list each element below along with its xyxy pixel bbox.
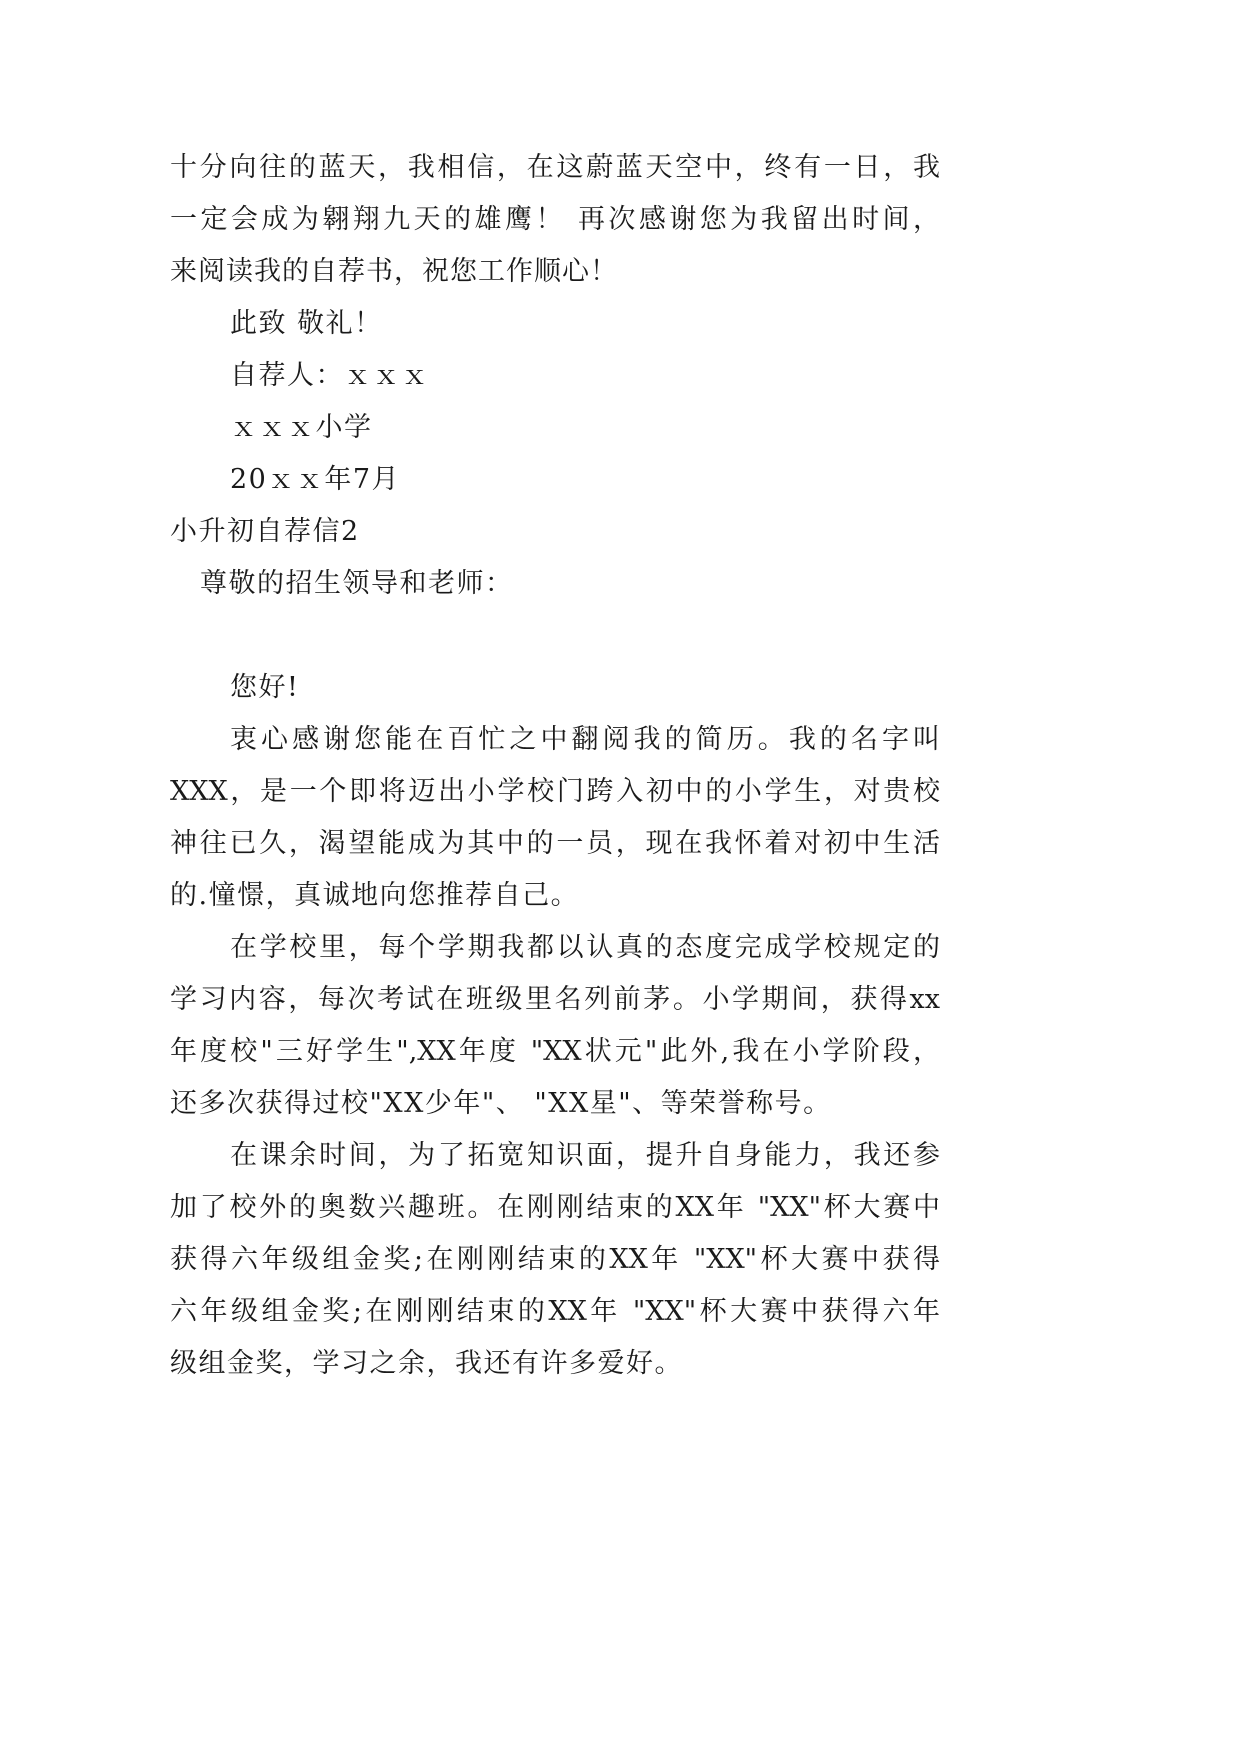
section-title: 小升初自荐信2	[170, 516, 360, 547]
paragraph-line: 在学校里，每个学期我都以认真的态度完成学校规定的	[230, 932, 940, 963]
paragraph-line: 神往已久，渴望能成为其中的一员，现在我怀着对初中生活	[170, 828, 940, 859]
paragraph-line: 一定会成为翱翔九天的雄鹰！ 再次感谢您为我留出时间，	[170, 204, 940, 235]
salutation: 尊敬的招生领导和老师：	[200, 568, 514, 599]
blank-line	[170, 610, 940, 662]
paragraph-line: 的.憧憬，真诚地向您推荐自己。	[170, 880, 580, 911]
paragraph-line: 获得六年级组金奖;在刚刚结束的XX年 "XX"杯大赛中获得	[170, 1244, 940, 1275]
paragraph-line: 年度校"三好学生",XX年度 "XX状元"此外,我在小学阶段，	[170, 1036, 940, 1067]
paragraph-line: 级组金奖，学习之余，我还有许多爱好。	[170, 1348, 683, 1379]
paragraph-line: 六年级组金奖;在刚刚结束的XX年 "XX"杯大赛中获得六年	[170, 1296, 940, 1327]
paragraph-line: 还多次获得过校"XX少年"、 "XX星"、等荣誉称号。	[170, 1088, 832, 1119]
paragraph-line: 衷心感谢您能在百忙之中翻阅我的简历。我的名字叫	[230, 724, 940, 755]
signature-date: 20ｘｘ年7月	[230, 464, 401, 495]
letter-closing: 此致 敬礼！	[230, 308, 383, 339]
paragraph-line: 十分向往的蓝天，我相信，在这蔚蓝天空中，终有一日，我	[170, 152, 940, 183]
greeting: 您好!	[230, 672, 300, 703]
paragraph-line: 在课余时间，为了拓宽知识面，提升自身能力，我还参	[230, 1140, 940, 1171]
signature-name: 自荐人：ｘｘｘ	[230, 360, 430, 391]
paragraph-line: 学习内容，每次考试在班级里名列前茅。小学期间，获得xx	[170, 984, 940, 1015]
signature-school: ｘｘｘ小学	[230, 412, 373, 443]
paragraph-line: 加了校外的奥数兴趣班。在刚刚结束的XX年 "XX"杯大赛中	[170, 1192, 940, 1223]
document-body	[170, 142, 940, 1390]
paragraph-line: XXX，是一个即将迈出小学校门跨入初中的小学生，对贵校	[170, 776, 940, 807]
paragraph-line: 来阅读我的自荐书，祝您工作顺心！	[170, 256, 618, 287]
